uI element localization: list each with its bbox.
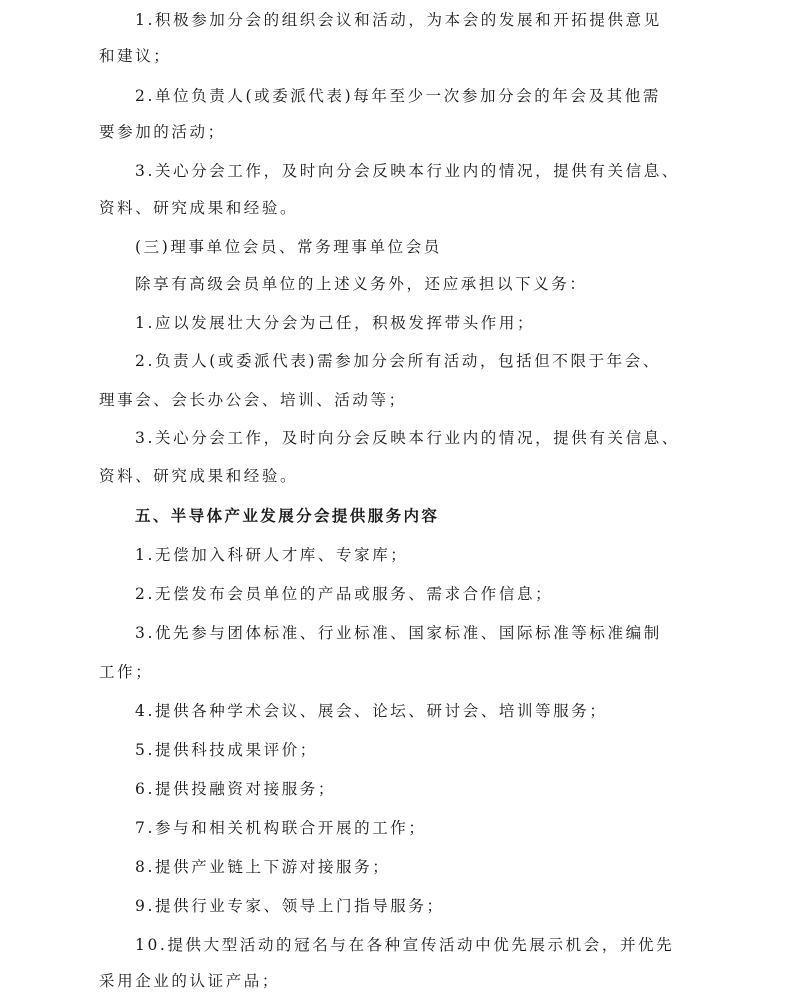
subsection-3-heading: (三)理事单位会员、常务理事单位会员 — [135, 238, 442, 256]
obligation-item-1-line-1: 1.积极参加分会的组织会议和活动，为本会的发展和开拓提供意见 — [135, 11, 662, 29]
subsection-3-item-2-line-2: 理事会、会长办公会、培训、活动等； — [99, 391, 407, 409]
service-item-10-line-2: 采用企业的认证产品； — [99, 972, 281, 990]
subsection-3-intro: 除享有高级会员单位的上述义务外，还应承担以下义务： — [135, 275, 588, 293]
subsection-3-item-2-line-1: 2.负责人(或委派代表)需参加分会所有活动，包括但不限于年会、 — [135, 352, 661, 370]
service-item-3-line-2: 工作； — [99, 663, 154, 681]
service-item-4: 4.提供各种学术会议、展会、论坛、研讨会、培训等服务； — [135, 702, 608, 720]
section-5-heading: 五、半导体产业发展分会提供服务内容 — [135, 507, 440, 525]
service-item-1: 1.无偿加入科研人才库、专家库； — [135, 546, 409, 564]
obligation-item-2-line-1: 2.单位负责人(或委派代表)每年至少一次参加分会的年会及其他需 — [135, 87, 661, 105]
obligation-item-3-line-1: 3.关心分会工作，及时向分会反映本行业内的情况，提供有关信息、 — [135, 162, 680, 180]
service-item-3-line-1: 3.优先参与团体标准、行业标准、国家标准、国际标准等标准编制 — [135, 624, 662, 642]
obligation-item-3-line-2: 资料、研究成果和经验。 — [99, 199, 299, 217]
subsection-3-item-3-line-2: 资料、研究成果和经验。 — [99, 467, 299, 485]
obligation-item-1-line-2: 和建议； — [99, 47, 172, 65]
service-item-9: 9.提供行业专家、领导上门指导服务； — [135, 897, 445, 915]
service-item-10-line-1: 10.提供大型活动的冠名与在各种宣传活动中优先展示机会，并优先 — [135, 936, 675, 954]
obligation-item-2-line-2: 要参加的活动； — [99, 123, 226, 141]
subsection-3-item-1: 1.应以发展壮大分会为己任，积极发挥带头作用； — [135, 314, 536, 332]
service-item-5: 5.提供科技成果评价； — [135, 741, 318, 759]
subsection-3-item-3-line-1: 3.关心分会工作，及时向分会反映本行业内的情况，提供有关信息、 — [135, 429, 680, 447]
service-item-2: 2.无偿发布会员单位的产品或服务、需求合作信息； — [135, 585, 554, 603]
service-item-7: 7.参与和相关机构联合开展的工作； — [135, 819, 427, 837]
service-item-6: 6.提供投融资对接服务； — [135, 780, 336, 798]
service-item-8: 8.提供产业链上下游对接服务； — [135, 858, 391, 876]
